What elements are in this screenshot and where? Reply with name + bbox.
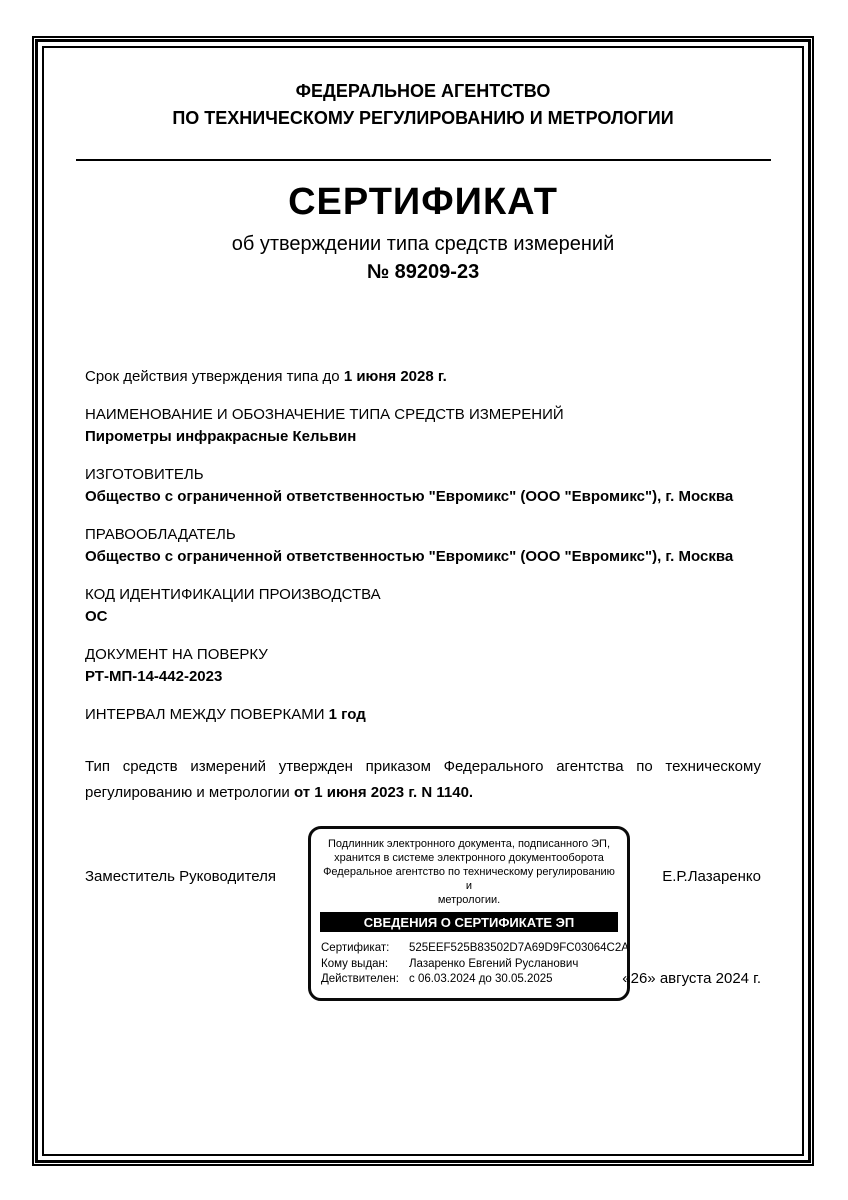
- signer-name: Е.Р.Лазаренко: [662, 868, 761, 885]
- stamp-row-value: Лазаренко Евгений Русланович: [409, 957, 579, 970]
- field-label: ДОКУМЕНТ НА ПОВЕРКУ: [85, 646, 268, 663]
- interval-value: 1 год: [328, 706, 366, 723]
- stamp-row-label: Сертификат:: [321, 942, 390, 954]
- approval-paragraph: [85, 754, 761, 806]
- stamp-line: Подлинник электронного документа, подписанного ЭП,: [327, 838, 611, 850]
- agency-header: [85, 78, 761, 132]
- field-manufacturer: [85, 464, 761, 508]
- stamp-row-certificate: [319, 941, 629, 957]
- field-value: Общество с ограниченной ответственностью "Евромикс" (ООО "Евромикс"), г. Москва: [85, 548, 734, 565]
- interval-label: ИНТЕРВАЛ МЕЖДУ ПОВЕРКАМИ: [85, 706, 329, 723]
- signature-date: «26» августа 2024 г.: [622, 970, 761, 987]
- signature-section: [85, 820, 761, 1000]
- approval-order-reference: от 1 июня 2023 г. N 1140.: [293, 784, 474, 801]
- certificate-frame-middle: [35, 39, 811, 1163]
- header-divider: [76, 159, 771, 161]
- stamp-row-label: Действителен:: [321, 973, 399, 985]
- stamp-line: Федеральное агентство по техническому регулированию и: [323, 866, 615, 892]
- field-value: Общество с ограниченной ответственностью "Евромикс" (ООО "Евромикс"), г. Москва: [85, 488, 734, 505]
- field-label: ПРАВООБЛАДАТЕЛЬ: [85, 526, 236, 543]
- field-verification-document: [85, 644, 761, 688]
- validity-value: 1 июня 2028 г.: [343, 368, 447, 385]
- stamp-row-value: 525EEF525B83502D7A69D9FC03064C2A: [409, 942, 629, 954]
- document-subtitle: об утверждении типа средств измерений: [231, 233, 615, 255]
- agency-line-2: ПО ТЕХНИЧЕСКОМУ РЕГУЛИРОВАНИЮ И МЕТРОЛОГИИ: [172, 108, 674, 128]
- field-value: ОС: [85, 608, 108, 625]
- field-label: ИЗГОТОВИТЕЛЬ: [85, 466, 204, 483]
- stamp-certificate-info-bar: СВЕДЕНИЯ О СЕРТИФИКАТЕ ЭП: [320, 912, 618, 932]
- signer-position: Заместитель Руководителя: [85, 868, 277, 885]
- stamp-line: метрологии.: [437, 894, 501, 906]
- stamp-row-issued-to: [319, 957, 619, 973]
- field-label: НАИМЕНОВАНИЕ И ОБОЗНАЧЕНИЕ ТИПА СРЕДСТВ ИЗМЕРЕНИЙ: [85, 406, 564, 423]
- verification-interval-line: [85, 704, 761, 726]
- field-value: РТ-МП-14-442-2023: [85, 668, 223, 685]
- approval-text: Тип средств измерений утвержден приказом Федерального агентства по техническому регулированию и метрологии: [85, 758, 761, 801]
- electronic-signature-stamp: [308, 826, 630, 1001]
- validity-line: [85, 366, 761, 388]
- document-title: СЕРТИФИКАТ: [288, 181, 558, 223]
- field-label: КОД ИДЕНТИФИКАЦИИ ПРОИЗВОДСТВА: [85, 586, 381, 603]
- stamp-row-label: Кому выдан:: [321, 957, 389, 970]
- field-value: Пирометры инфракрасные Кельвин: [85, 428, 357, 445]
- field-type-name: [85, 404, 761, 448]
- certificate-content: [44, 48, 802, 1000]
- field-rights-holder: [85, 524, 761, 568]
- certificate-frame-inner: [42, 46, 804, 1156]
- stamp-line: хранится в системе электронного документооборота: [334, 852, 604, 864]
- field-production-id-code: [85, 584, 761, 628]
- validity-label: Срок действия утверждения типа до: [85, 368, 344, 385]
- document-number: № 89209-23: [366, 261, 480, 283]
- certificate-frame-outer: [32, 36, 814, 1166]
- stamp-row-valid-period: [319, 972, 619, 988]
- agency-line-1: ФЕДЕРАЛЬНОЕ АГЕНТСТВО: [295, 81, 551, 101]
- stamp-row-value: с 06.03.2024 до 30.05.2025: [409, 973, 553, 985]
